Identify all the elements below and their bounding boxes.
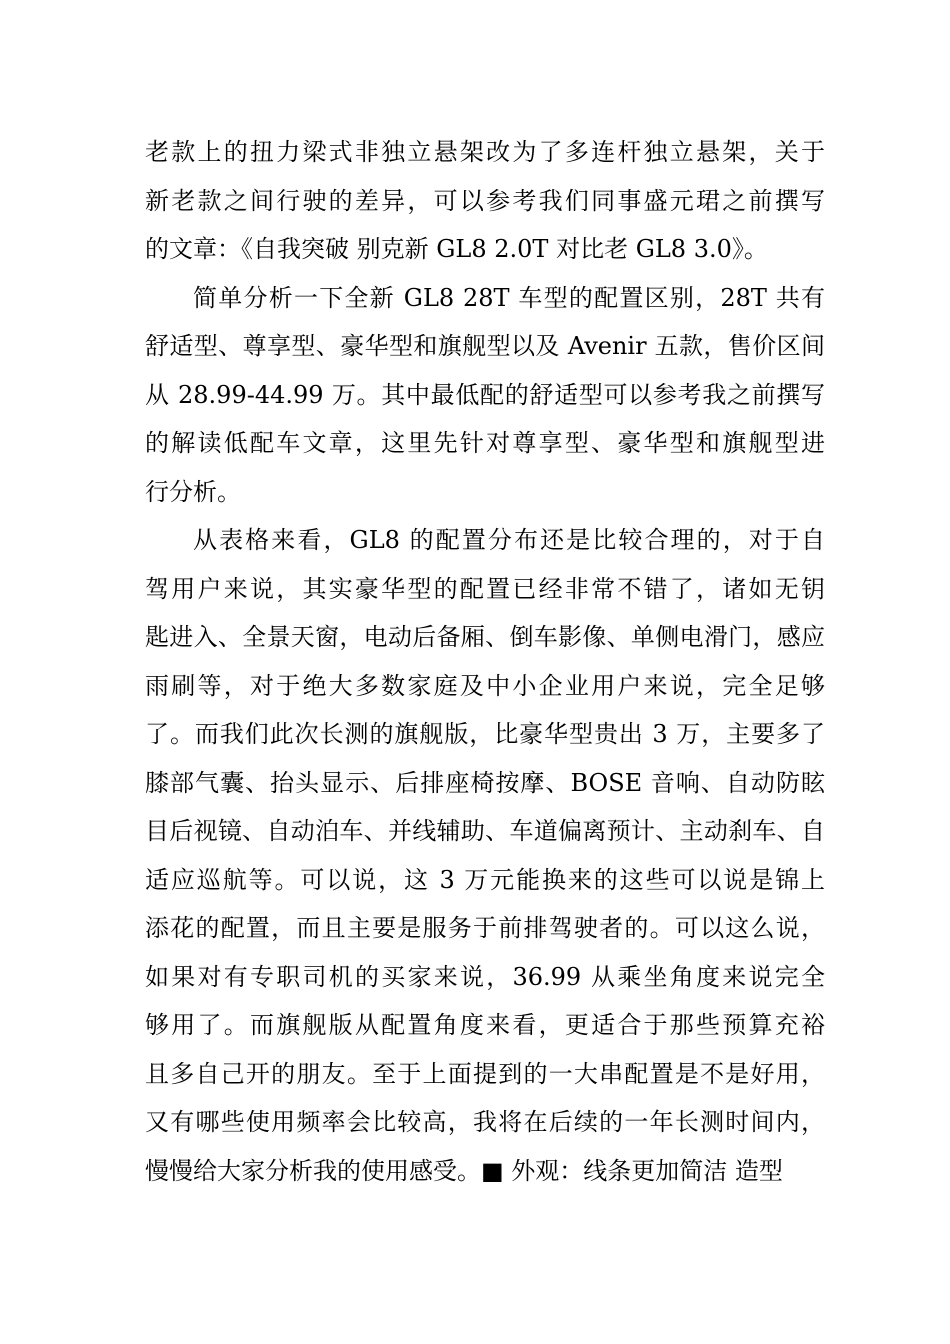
text-line: 膝部气囊、抬头显示、后排座椅按摩、BOSE 音响、自动防眩 <box>145 768 825 797</box>
text-line: 舒适型、尊享型、豪华型和旗舰型以及 Avenir 五款，售价区间 <box>145 332 825 360</box>
text-line: 目后视镜、自动泊车、并线辅助、车道偏离预计、主动刹车、自 <box>145 817 825 845</box>
paragraph-trim-overview <box>145 274 825 517</box>
paragraph-configuration-analysis <box>145 516 825 1195</box>
text-line: 够用了。而旗舰版从配置角度来看，更适合于那些预算充裕 <box>145 1011 825 1039</box>
text-line: 行分析。 <box>145 477 241 506</box>
text-line: 又有哪些使用频率会比较高，我将在后续的一年长测时间内， <box>145 1108 825 1136</box>
text-line: 匙进入、全景天窗，电动后备厢、倒车影像、单侧电滑门，感应 <box>145 623 825 651</box>
text-line: 的文章：《自我突破 别克新 GL8 2.0T 对比老 GL8 3.0》。 <box>145 235 768 263</box>
text-line: 慢慢给大家分析我的使用感受。■ 外观：线条更加简洁 造型 <box>145 1156 783 1185</box>
text-line: 从 28.99-44.99 万。其中最低配的舒适型可以参考我之前撰写 <box>145 380 825 409</box>
text-line: 且多自己开的朋友。至于上面提到的一大串配置是不是好用， <box>145 1059 825 1088</box>
text-line: 的解读低配车文章，这里先针对尊享型、豪华型和旗舰型进 <box>145 429 825 457</box>
text-line: 驾用户来说，其实豪华型的配置已经非常不错了，诸如无钥 <box>145 574 825 603</box>
text-line: 添花的配置，而且主要是服务于前排驾驶者的。可以这么说， <box>145 914 825 942</box>
text-line: 老款上的扭力梁式非独立悬架改为了多连杆独立悬架，关于 <box>145 138 825 166</box>
text-line: 适应巡航等。可以说，这 3 万元能换来的这些可以说是锦上 <box>145 865 825 894</box>
text-line: 简单分析一下全新 GL8 28T 车型的配置区别，28T 共有 <box>193 283 825 312</box>
text-line: 新老款之间行驶的差异，可以参考我们同事盛元珺之前撰写 <box>145 186 825 215</box>
paragraph-suspension <box>145 128 825 274</box>
text-line: 雨刷等，对于绝大多数家庭及中小企业用户来说，完全足够 <box>145 671 825 700</box>
text-line: 如果对有专职司机的买家来说，36.99 从乘坐角度来说完全 <box>145 962 825 991</box>
document-body <box>145 128 825 1195</box>
text-line: 了。而我们此次长测的旗舰版，比豪华型贵出 3 万，主要多了 <box>145 720 825 748</box>
text-line: 从表格来看，GL8 的配置分布还是比较合理的，对于自 <box>193 526 825 554</box>
